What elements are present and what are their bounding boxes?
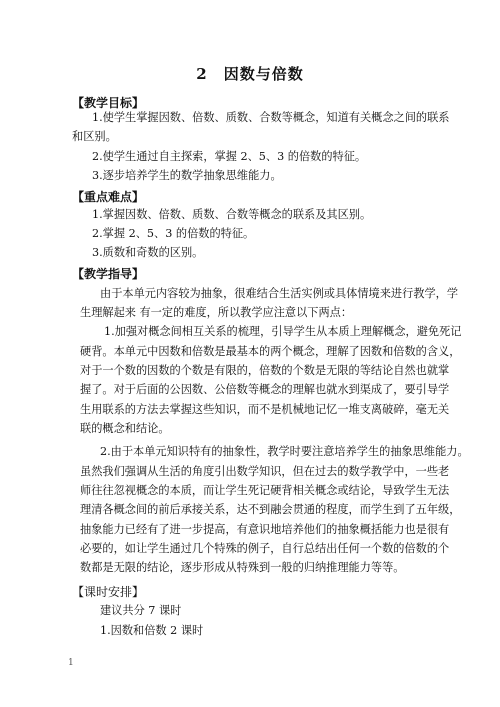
guidance-line: 生用联系的方法去掌握这些知识，而不是机械地记忆一堆支离破碎，毫无关 <box>80 403 450 416</box>
goals-line: 3.逐步培养学生的数学抽象思维能力。 <box>92 169 282 182</box>
keypoints-line: 1.掌握因数、倍数、质数、合数等概念的联系及其区别。 <box>92 208 372 221</box>
guidance-line: 1.加强对概念间相互关系的梳理，引导学生从本质上理解概念，避免死记 <box>104 325 462 338</box>
goals-heading: 【教学目标】 <box>72 96 145 110</box>
guidance-line: 握了。对于后面的公因数、公倍数等概念的理解也就水到渠成了，要引导学 <box>80 383 450 396</box>
guidance-line: 硬背。本单元中因数和倍数是最基本的两个概念，理解了因数和倍数的含义， <box>80 345 461 358</box>
guidance-line: 理清各概念间的前后承接关系，达不到融会贯通的程度，而学生到了五年级， <box>80 503 461 516</box>
keypoints-line: 3.质数和奇数的区别。 <box>92 246 204 259</box>
schedule-line: 建议共分 7 课时 <box>100 604 182 617</box>
guidance-line: 生理解起来 有一定的难度，所以教学应注意以下两点： <box>80 306 353 319</box>
schedule-heading: 【课时安排】 <box>72 585 145 599</box>
page-title: 2 因数与倍数 <box>196 65 304 83</box>
goals-line: 和区别。 <box>72 130 117 143</box>
guidance-line: 对于一个数的因数的个数是有限的，倍数的个数是无限的等结论自然也就掌 <box>80 364 450 377</box>
goals-line: 1.使学生掌握因数、倍数、质数、合数等概念，知道有关概念之间的联系 <box>92 111 450 124</box>
schedule-line: 1.因数和倍数 2 课时 <box>100 624 204 637</box>
guidance-line: 数都是无限的结论，逐步形成从特殊到一般的归纳推理能力等等。 <box>80 561 405 574</box>
guidance-line: 必要的，如让学生通过几个特殊的例子，自行总结出任何一个数的倍数的个 <box>80 542 450 555</box>
guidance-line: 虽然我们强调从生活的角度引出数学知识，但在过去的数学教学中，一些老 <box>80 465 450 478</box>
guidance-line: 联的概念和结论。 <box>80 422 170 435</box>
keypoints-line: 2.掌握 2、5、3 的倍数的特征。 <box>92 227 255 240</box>
goals-line: 2.使学生通过自主探索，掌握 2、5、3 的倍数的特征。 <box>92 150 367 163</box>
guidance-line: 师往往忽视概念的本质，而让学生死记硬背相关概念或结论，导致学生无法 <box>80 484 450 497</box>
guidance-line: 2.由于本单元知识特有的抽象性，教学时要注意培养学生的抽象思维能力。 <box>100 445 469 458</box>
keypoints-heading: 【重点难点】 <box>72 190 145 204</box>
guidance-line: 抽象能力已经有了进一步提高，有意识地培养他们的抽象概括能力也是很有 <box>80 523 450 536</box>
page-number: 1 <box>68 658 74 668</box>
guidance-line: 由于本单元内容较为抽象，很难结合生活实例或具体情境来进行教学，学 <box>100 287 459 300</box>
guidance-heading: 【教学指导】 <box>72 267 145 281</box>
